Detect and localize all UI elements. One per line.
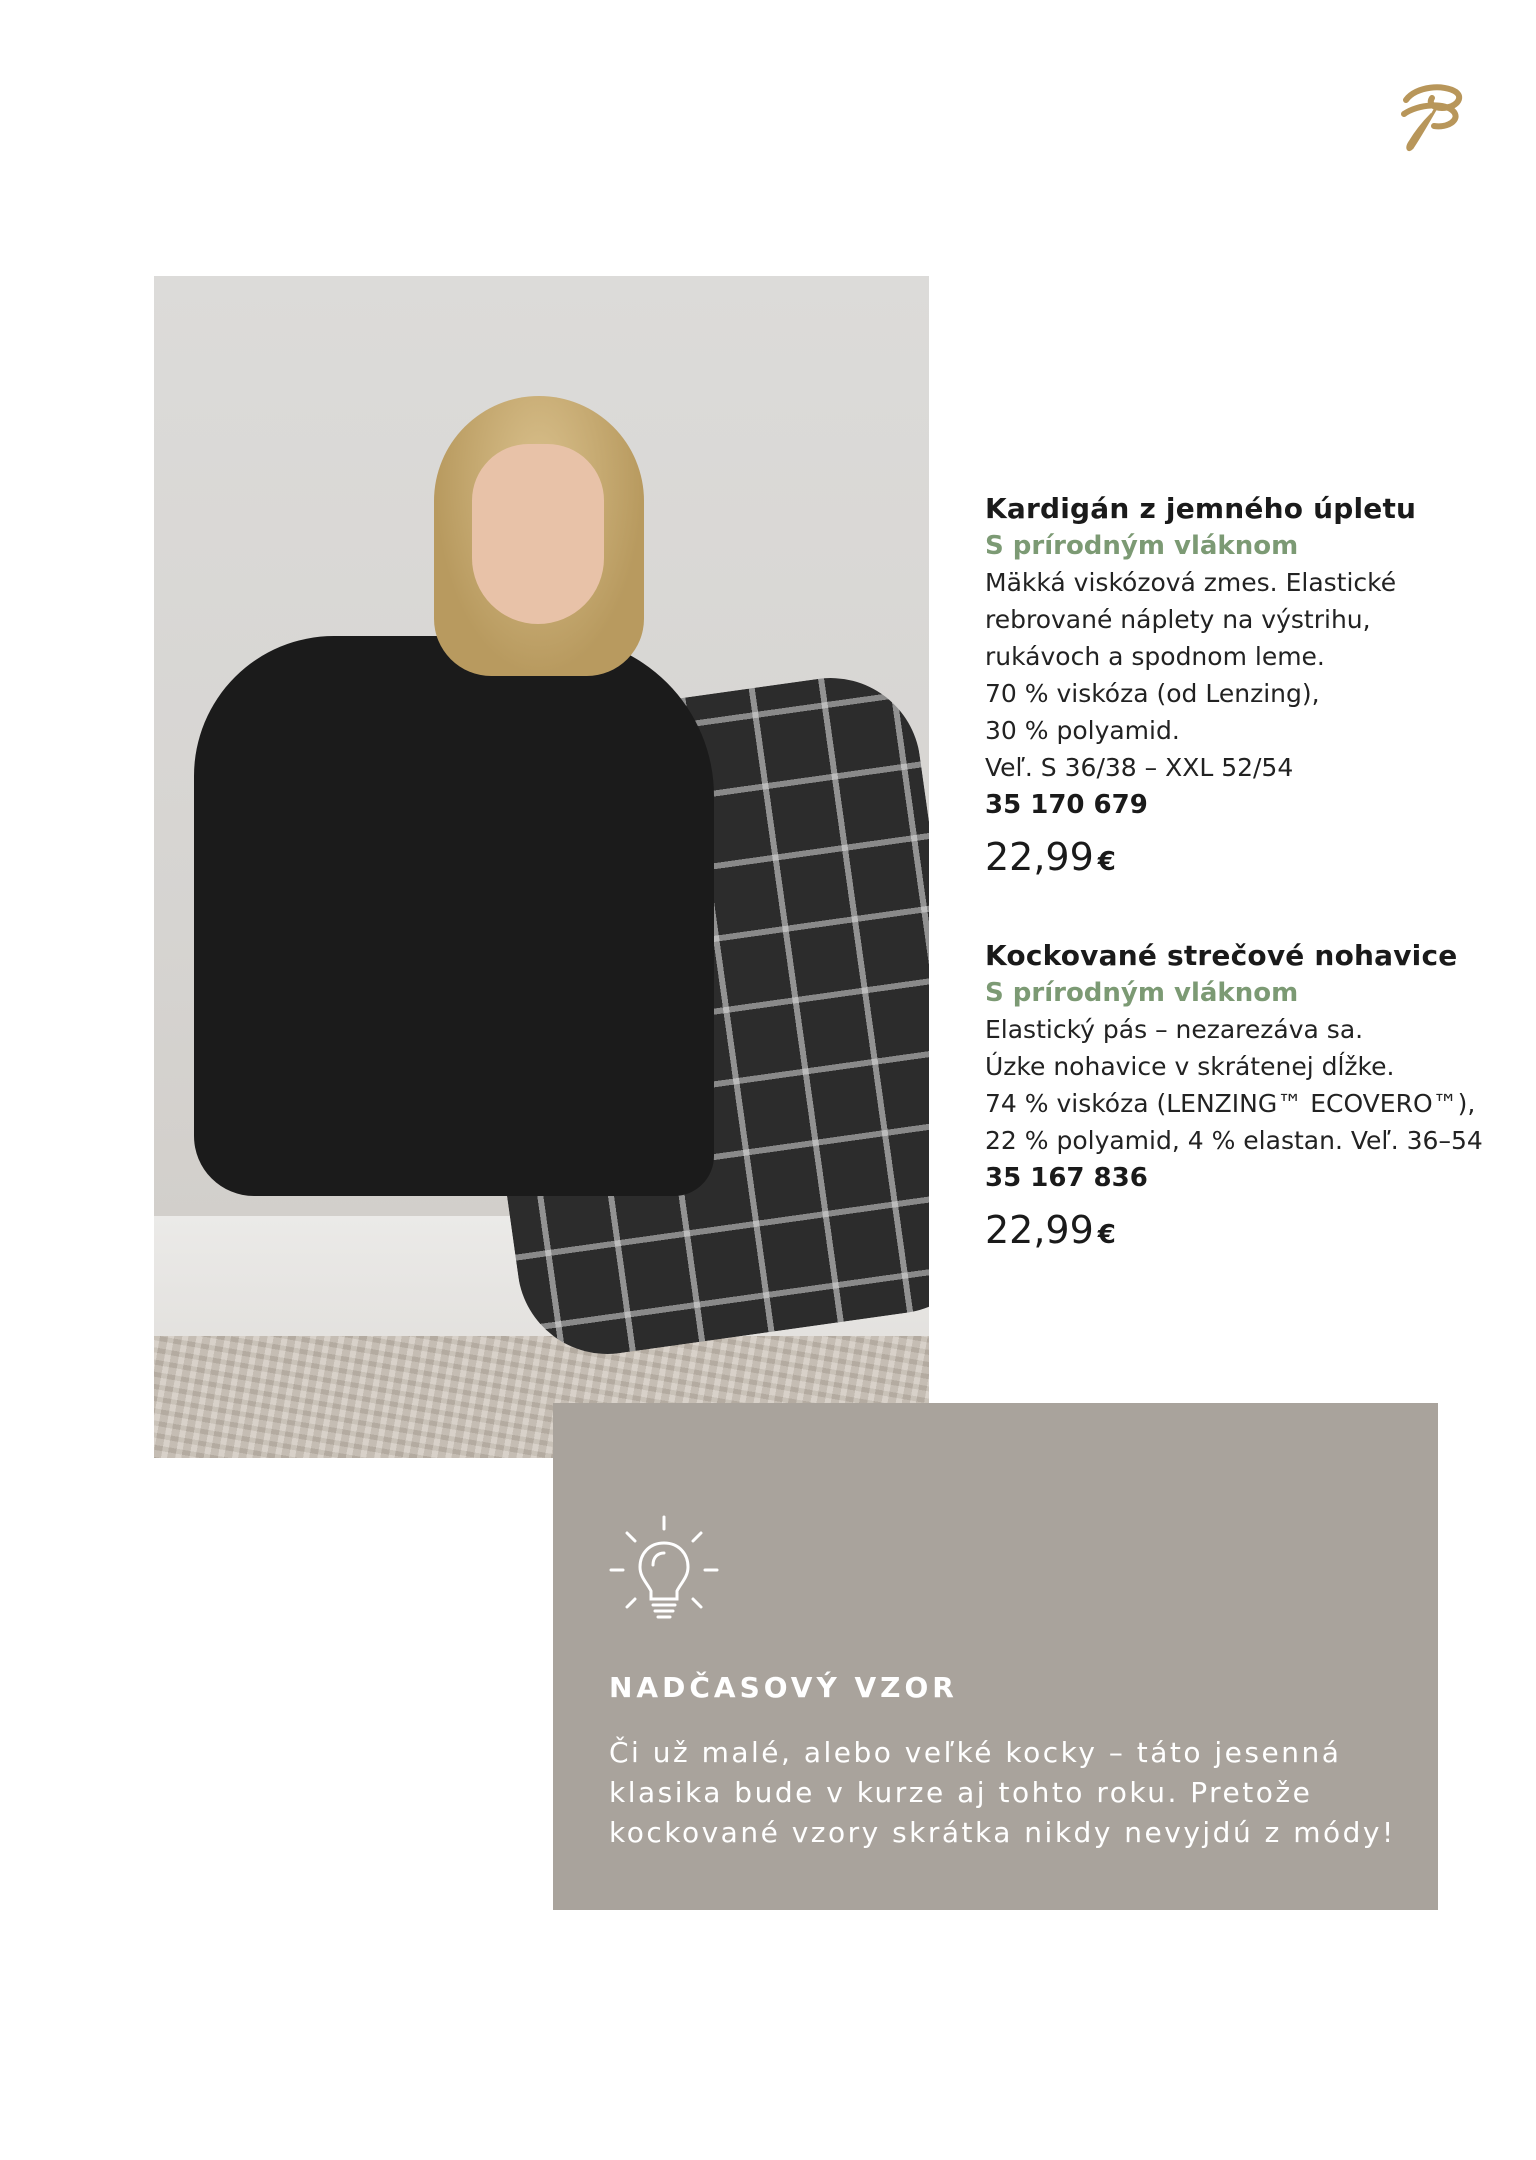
tip-text-line: kockované vzory skrátka nikdy nevyjdú z módy! — [609, 1816, 1396, 1849]
product-price — [985, 1207, 1505, 1258]
lightbulb-icon — [607, 1513, 721, 1627]
product-article-number: 35 170 679 — [985, 790, 1148, 820]
product-title: Kockované strečové nohavice — [985, 939, 1458, 972]
tip-text-line: klasika bude v kurze aj tohto roku. Pretože — [609, 1776, 1313, 1809]
product-description-line: rukávoch a spodnom leme. — [985, 642, 1325, 671]
photo-face — [472, 444, 604, 624]
product-description-line: rebrované náplety na výstrihu, — [985, 605, 1371, 634]
product-subtitle: S prírodným vláknom — [985, 531, 1299, 561]
tip-box — [553, 1403, 1438, 1910]
product-subtitle: S prírodným vláknom — [985, 978, 1299, 1008]
product-article-number: 35 167 836 — [985, 1163, 1148, 1193]
product-price — [985, 834, 1505, 885]
product-list — [985, 490, 1505, 1310]
product-description-line: 70 % viskóza (od Lenzing), — [985, 679, 1320, 708]
photo-black-cardigan — [194, 636, 714, 1196]
price-currency: € — [1097, 847, 1116, 877]
product-cardigan — [985, 490, 1505, 885]
product-description-line: 74 % viskóza (LENZING™ ECOVERO™), — [985, 1089, 1476, 1118]
tip-text-line: Či už malé, alebo veľké kocky – táto jesenná — [609, 1736, 1342, 1769]
product-description-line: 30 % polyamid. — [985, 716, 1180, 745]
product-description-line: Úzke nohavice v skrátenej dĺžke. — [985, 1052, 1395, 1081]
product-description-line: Elastický pás – nezarezáva sa. — [985, 1015, 1364, 1044]
product-description-line: Veľ. S 36/38 – XXL 52/54 — [985, 753, 1294, 782]
product-description-line: 22 % polyamid, 4 % elastan. Veľ. 36–54 — [985, 1126, 1483, 1155]
price-value: 22,99 — [985, 1208, 1094, 1252]
price-currency: € — [1097, 1220, 1116, 1250]
product-trousers — [985, 937, 1505, 1258]
tip-title: NADČASOVÝ VZOR — [609, 1671, 958, 1704]
price-value: 22,99 — [985, 835, 1094, 879]
product-description-line: Mäkká viskózová zmes. Elastické — [985, 568, 1397, 597]
tip-text — [609, 1733, 1409, 1853]
product-photo — [154, 276, 929, 1458]
product-title: Kardigán z jemného úpletu — [985, 492, 1417, 525]
brand-logo — [1398, 78, 1464, 154]
